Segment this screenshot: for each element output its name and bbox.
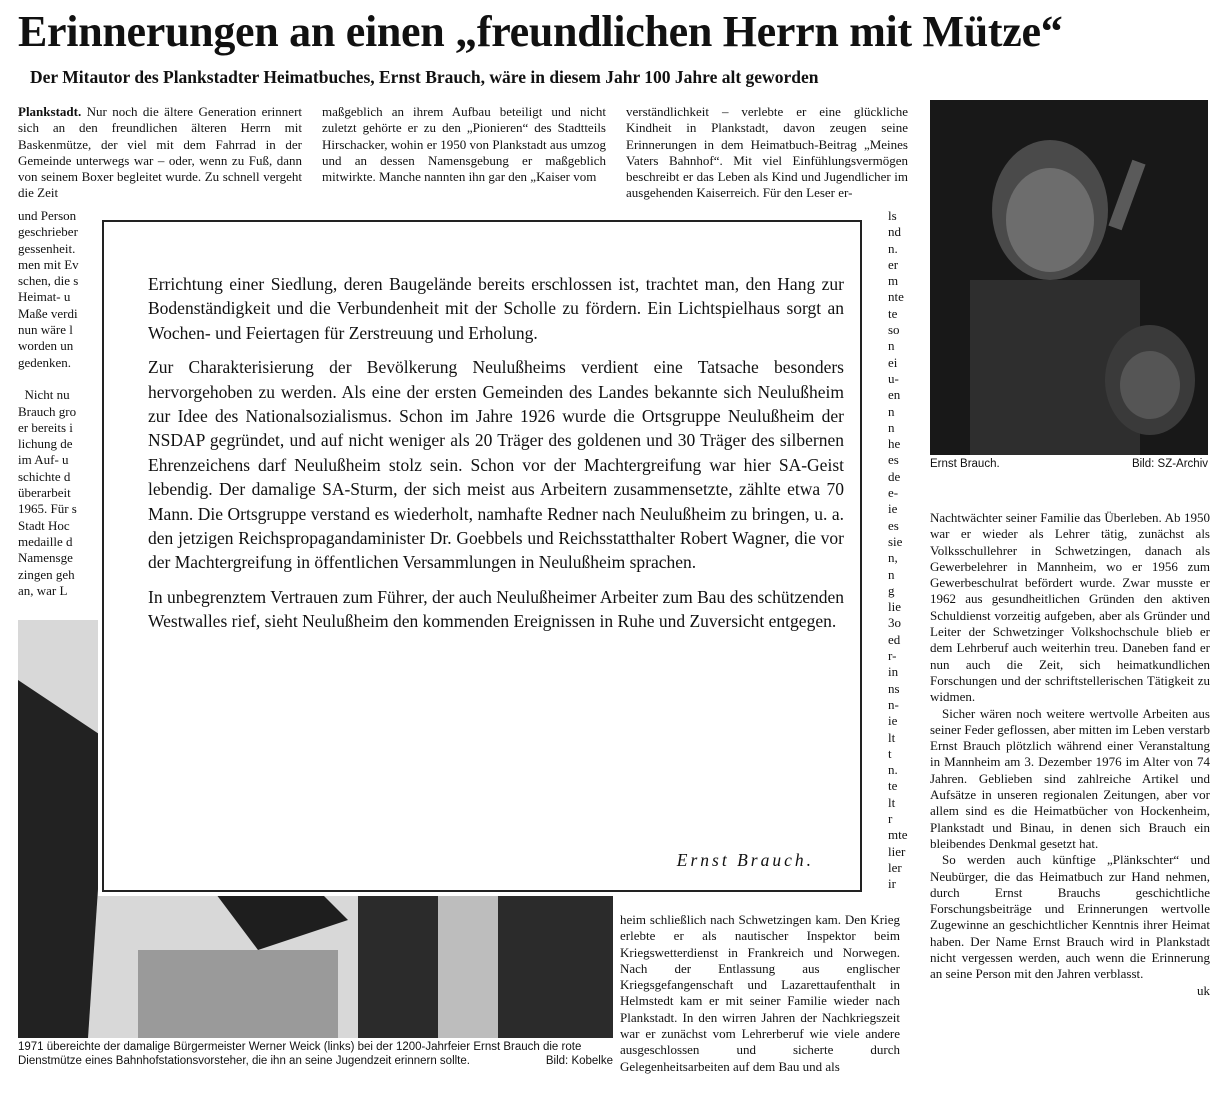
portrait-photo	[930, 100, 1208, 455]
article-column-3-lower	[620, 912, 900, 1097]
col4-paragraph-1: Nachtwächter seiner Familie das Überleben. Ab 1950 war er wieder als Lehrer tätig, zunächst als Volksschullehrer in Schwetzingen, danach als Gewerbelehrer in Mannheim, wo er 1956 zum Gewerbeschulrat befördert wurde. Zwar musste er 1962 aus gesundheitlichen Gründen den aktiven Schuldienst vorzeitig aufgeben, aber als Gründer und Leiter der Schwetzinger Volkshochschule blieb er dem Lehrberuf auch weiterhin treu. Daneben fand er nun auch die Zeit, sich heimatkundlichen Forschungen und der schriftstellerischen Tätigkeit zu widmen.	[930, 510, 1210, 705]
quoted-text-body	[148, 272, 844, 644]
subheadline: Der Mitautor des Plankstadter Heimatbuches, Ernst Brauch, wäre in diesem Jahr 100 Jahre alt geworden	[30, 67, 819, 87]
col4-tail: uk	[1197, 982, 1210, 998]
ceremony-caption	[18, 1040, 613, 1068]
portrait-caption	[930, 458, 1208, 470]
col1-paragraph: Nur noch die ältere Generation erinnert sich an den freundlichen älteren Herrn mit Baskenmütze, der viel mit dem Fahrrad in der Gemeinde unterwegs war – oder, wenn zu Fuß, dann von seinem Boxer begleitet wurde. Zu schnell vergeht die Zeit	[18, 104, 302, 201]
quoted-text-box	[102, 220, 862, 892]
portrait-photo-image	[930, 100, 1208, 455]
portrait-caption-text: Ernst Brauch.	[930, 458, 1000, 470]
portrait-credit: Bild: SZ-Archiv	[1131, 458, 1208, 470]
quoted-paragraph-1: Errichtung einer Siedlung, deren Baugelände bereits erschlossen ist, trachtet man, den Hang zur Bodenständigkeit und die Verbundenheit mit der Scholle zu fördern. Ein Lichtspielhaus sorgt an Wochen- und Feiertagen für Zerstreuung und Erholung.	[148, 274, 844, 343]
article-column-3	[626, 104, 908, 214]
col3-paragraph: verständlichkeit – verlebte er eine glückliche Kindheit in Plankstadt, davon zeugen seine Erinnerungen in dem Heimatbuch-Beitrag „Meines Vaters Bahnhof“. Mit viel Einfühlungsvermögen beschreibt er das Leben als Kind und Jugendlicher im ausgehenden Kaiserreich. Für den Leser er-	[626, 104, 908, 201]
article-column-4	[930, 510, 1210, 1100]
col2-paragraph: maßgeblich an ihrem Aufbau beteiligt und nicht zuletzt gehörte er zu den „Pionieren“ des Stadtteils Hirschacker, wohin er 1950 von Plankstadt aus umzog und an dessen Namensgebung er maßgeblich mitwirkte. Manche nannten ihn gar den „Kaiser vom	[322, 104, 606, 185]
col3-fragments: ls nd n. er m nte te so n ei u- en n n he es de e- ie es sie n, n g lie 3o ed r- in ns n- ie lt t n. te lt r mte lier ler ir	[888, 208, 908, 892]
col1-fragments: und Person geschrieber gessenheit. men mit Ev schen, die s Heimat- u Maße verdi nun wäre l worden un gedenken. Nicht nu Brauch gro er bereits i lichung de im Auf- u schichte d überarbeit 1965. Für s Stadt Hoc medaille d Namensge zingen geh an, war L	[18, 208, 79, 598]
quoted-paragraph-3: In unbegrenztem Vertrauen zum Führer, der auch Neulußheimer Arbeiter zum Bau des schützenden Westwalles rief, sieht Neulußheim den kommenden Ereignissen in Ruhe und Zuversicht entgegen.	[148, 586, 844, 632]
col4-paragraph-2: Sicher wären noch weitere wertvolle Arbeiten aus seiner Feder geflossen, aber mitten im Leben verstarb Ernst Brauch plötzlich während einer Veranstaltung in Mannheim am 3. Dezember 1976 im Alter von 74 Jahren. Geblieben sind zahlreiche Artikel und Aufsätze in unseren regionalen Zeitungen, aber vor allem sind es die Heimatbücher von Hockenheim, Plankstadt und Binau, in denen sich Brauch ein bleibendes Denkmal gesetzt hat.	[930, 705, 1210, 851]
headline: Erinnerungen an einen „freundlichen Herrn mit Mütze“	[18, 7, 1063, 56]
col3-lower-paragraph: heim schließlich nach Schwetzingen kam. Den Krieg erlebte er als nautischer Inspektor beim Kriegswetterdienst in Frankreich und Norwegen. Nach der Entlassung aus englischer Kriegsgefangenschaft und Lazarettaufenthalt in Helmstedt kam er mit seiner Familie wieder nach Plankstadt. In den wirren Jahren der Nachkriegszeit war er zunächst vom Lehrerberuf wie viele andere ausgeschlossen und sicherte durch Gelegenheitsarbeiten auf dem Bau und als	[620, 912, 900, 1074]
ceremony-caption-text: 1971 übereichte der damalige Bürgermeister Werner Weick (links) bei der 1200-Jahrfeier Ernst Brauch die rote Dienstmütze eines Bahnhofstationsvorsteher, die ihn an seine Jugendzeit erinnern sollte.	[18, 1041, 582, 1067]
article-column-2	[322, 104, 606, 214]
quoted-signature: Ernst Brauch.	[676, 850, 814, 870]
quoted-paragraph-2: Zur Charakterisierung der Bevölkerung Neulußheims verdient eine Tatsache besonders hervorgehoben zu werden. Als eine der ersten Gemeinden des Landes bekannte sich Neulußheim zur Idee des Nationalsozialismus. Schon im Jahre 1926 wurde die Ortsgruppe Neulußheim der NSDAP gegründet, und auf nicht weniger als 20 Träger des goldenen und 30 Träger des silbernen Ehrenzeichens darf Neulußheim stolz sein. Schon vor der Machtergreifung war hier SA-Geist lebendig. Der damalige SA-Sturm, der sich meist aus Arbeitern zusammensetzte, zählte etwa 70 Mann. Die Ortsgruppe verstand es wiederholt, namhafte Redner nach Neulußheim zu bringen, u. a. den jetzigen Reichspropagandaminister Dr. Goebbels und Reichsstatthalter Robert Wagner, die vor der Machtergreifung in öffentlichen Versammlungen in Neulußheim sprachen.	[148, 357, 844, 573]
col4-paragraph-3: So werden auch künftige „Plänkschter“ und Neubürger, die das Heimatbuch zur Hand nehmen, durch Ernst Brauchs geschichtliche Forschungsbeiträge und Erinnerungen wertvolle Zugewinne an geschichtlicher Kenntnis ihrer Heimat haben. Der Name Ernst Brauch wird in Plankstadt nicht vergessen werden, auch wenn die Erinnerung an seine Person mit den Jahren verblasst.	[930, 852, 1210, 982]
ceremony-credit: Bild: Kobelke	[545, 1055, 613, 1067]
dateline: Plankstadt.	[18, 104, 82, 119]
